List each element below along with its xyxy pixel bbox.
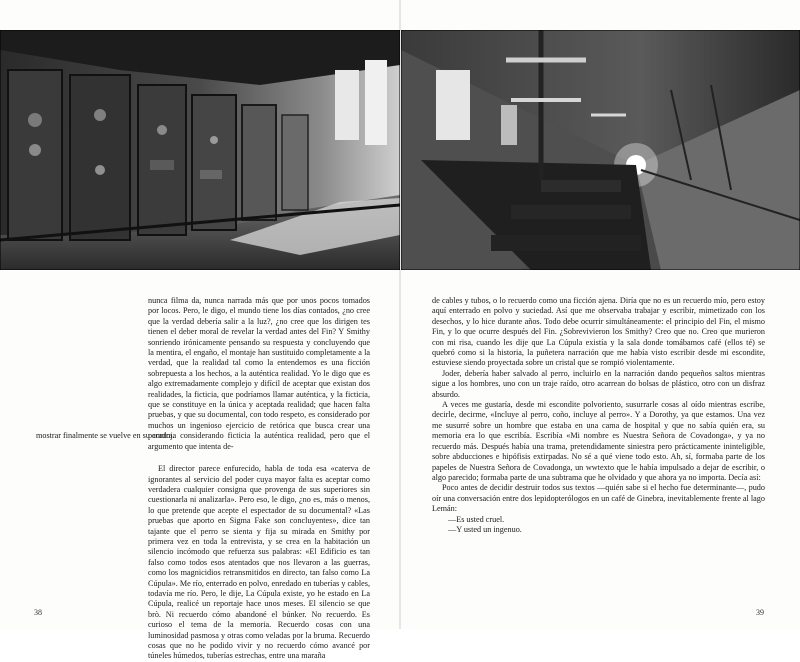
overflow-line: mostrar finalmente se vuelve en su contra. xyxy=(36,431,175,440)
page-number-left: 38 xyxy=(34,608,42,617)
dialogue-line: —Es usted cruel. xyxy=(448,514,505,524)
paragraph: de cables y tubos, o lo recuerdo como una ficción ajena. Diría que no es un recuerdo mío, pero estoy aquí enterrado en polvo y suciedad. Así que me observaba trabajar y escribir, mimetizado con los desechos, y lo hice durante años. Todo debe ocurrir simultáneamente: el principio del Fin, el mismo Fin, y lo que ocurre después del Fin. ¿Sobrevivieron los Smithy? Creo que no. Creo que murieron con mi risa, cuando les dije que La Cúpula existía y la sala donde tomábamos café (ellos té) se quebró como si la historia, la puñetera narración que me había visto escribir desde mi escondite, estuviese siendo proyectada sobre un cristal que se rompió violentamente. xyxy=(432,296,765,368)
paragraph: Joder, debería haber salvado al perro, incluirlo en la narración dando pequeños saltos mientras sigue a los hombres, uno con un traje raído, otro acarrean do bolsas de plástico, otro con un disfraz absurdo. xyxy=(432,368,765,399)
page-number-right: 39 xyxy=(756,608,764,617)
right-text-column xyxy=(432,296,765,535)
left-text-column xyxy=(148,296,370,662)
paragraph: A veces me gustaría, desde mi escondite polvoriento, susurrarle cosas al oído mientras escribe, decirle, decirme, «Incluye al perro, coño, incluye al perro». Y a Dorothy, ya que estamos. Una vez me susurré sobre un hombre que estaba en una cama de hospital y que no sabía quién era, su memoria era lo que escribía. Escribía «Mi nombre es Nuestra Señora de Covadonga», y ya no recuerdo más. Después había una trama, pretendidamente siniestra pero prácticamente ininteligible, sobre abducciones e hipófisis extirpadas. No sé a qué viene todo esto. Ah, sí, formaba parte de los papeles de Nuestra Señora de Covadonga, un wwtexto que le había impulsado a dejar de escribir, o algo parecido; formaba parte de una subtrama que he olvidado y que ahora ya no importa. Decía así: xyxy=(432,400,765,482)
right-photo xyxy=(401,30,800,270)
dialogue-line: —Y usted un ingenuo. xyxy=(448,524,522,534)
paragraph: nunca filma da, nunca narrada más que por unos pocos tomados por locos. Pero, le digo, el mundo tiene los días contados, ¿no cree que la verdad debería salir a la luz?, ¿no cree que los dirigen tes tienen el deber moral de revelar la verdad antes del Fin? Y Smithy sonriendo irónicamente pensando su respuesta y concluyendo que la mentira, el engaño, el montaje han sustituido completamente a la verdad, que la realidad tal como la entendemos es una ficción sobrepuesta a los hechos, a la auténtica realidad. Yo le digo que es algo extremadamente complejo y difícil de aceptar que existan dos realidades, la ficticia, que podríamos llamar auténtica, y la ficticia, que se constituye en la única y aceptada realidad; que hacen falta pruebas, y que su documental, con todo respeto, es considerado por muchos un ingenioso ejercicio de retórica que busca crear una paradoja considerando ficticia la auténtica realidad, pero que el argumento que intenta de- xyxy=(148,296,370,451)
left-photo xyxy=(0,30,400,270)
paragraph: El director parece enfurecido, habla de toda esa «caterva de ignorantes al servicio del poder cuya mayor falta es aceptar como verdadera cualquier consigna que provenga de sus superiores sin cuestionarla ni analizarla». Pero eso, le digo, ¿no es, más o menos, lo que pretende que acepte el espectador de su documental? «Las pruebas que aporto en Sigma Fake son concluyentes», dice tan tajante que el perro se sienta y fija su mirada en Smithy por primera vez en toda la entrevista, y se crea en la habitación un silencio incómodo que refuerza sus palabras: «El Edificio es tan falso como todos esos atentados que nos llevaron a las guerras, como los magnicidios retransmitidos en directo, tan falso como La Cúpula». Me río, enterrado en polvo, enredado en tuberías y cables, todavía me río. Pero, le dije, La Cúpula existe, yo he estado en La Cúpula, realicé un reportaje hace unos meses. El silencio se que brò. Ni recuerdo cómo abandoné el búnker. No recuerdo. Es curioso el tema de la memoria. Recuerdo cosas con una luminosidad pasmosa y otras como veladas por la bruma. Recuerdo cosas que no he podido vivir y no recuerdo cómo avancé por túneles húmedos, tuberías estrechas, entre una maraña xyxy=(148,464,370,661)
paragraph: Poco antes de decidir destruir todos sus textos —quién sabe si el hecho fue determinante—, pudo oír una conversación entre dos lepidopterólogos en un café de Ginebra, inevitablemente frente al lago Lemán: xyxy=(432,483,765,514)
